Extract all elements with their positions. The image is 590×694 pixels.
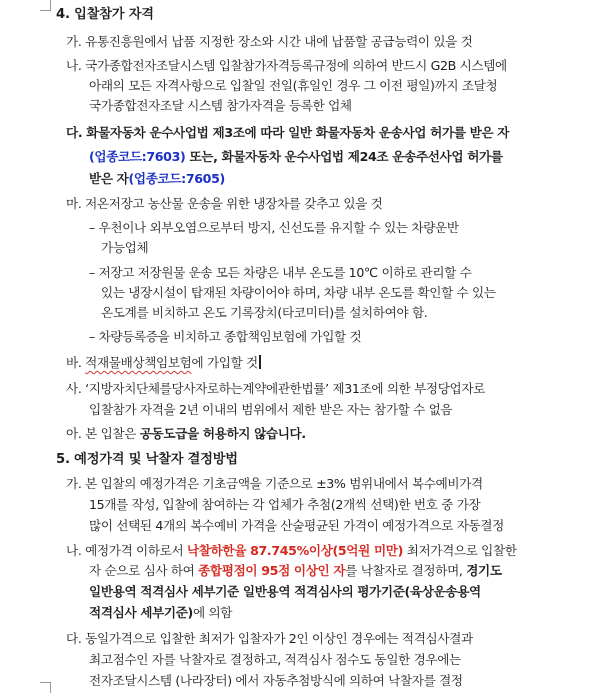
s4-ma-bullet1-line1: – 우천이나 외부오염으로부터 방지, 신선도를 유지할 수 있는 차량운반: [89, 220, 459, 235]
min-score-condition: 종합평점이 95점 이상인 자: [198, 563, 346, 578]
s4-item-sa-line1: 사. ‘지방자치단체를당사자로하는계약에관한법률’ 제31조에 의한 부정당업자로: [66, 381, 485, 396]
s5-item-ga-line2: 15개를 작성, 입찰에 참여하는 각 업체가 추첨(2개씩 선택)한 번호 중 가장: [89, 497, 481, 512]
s4-item-da-line2-text: 또는, 화물자동차 운수사업법 제24조 운송주선사업 허가를: [185, 149, 503, 164]
s5-na-l4-bold: 적격심사 세부기준): [89, 605, 193, 620]
s4-item-ma-title: 마. 저온저장고 농산물 운송을 위한 냉장차를 갖추고 있을 것: [66, 196, 383, 211]
s5-item-na-line4: [89, 604, 232, 622]
s5-item-da-line3: 전자조달시스템 (나라장터) 에서 자동추첨방식에 의하여 낙찰자를 결정: [89, 673, 463, 688]
s4-item-a-bold: 공동도급을 허용하지 않습니다.: [139, 426, 306, 441]
s4-item-ba-suffix: 에 가입할 것: [191, 355, 258, 370]
s4-item-ba: [66, 354, 261, 372]
s4-item-ba-prefix: 바.: [66, 355, 86, 370]
s4-item-ga: 가. 유통진흥원에서 납품 지정한 장소와 시간 내에 납품할 공급능력이 있을 것: [66, 34, 473, 49]
s5-na-l2-pre: 자 순으로 심사 하여: [89, 563, 199, 578]
s5-na-l2-bold: 경기도: [466, 563, 502, 578]
section-4-heading: 4. 입찰참가 자격: [56, 7, 154, 22]
s5-item-da-line1: 다. 동일가격으로 입찰한 최저가 입찰자가 2인 이상인 경우에는 적격심사결과: [66, 631, 473, 646]
s5-item-na-line3: 일반용역 적격심사 세부기준 일반용역 적격심사의 평가기준(육상운송용역: [89, 584, 481, 599]
s4-ma-bullet2-line1: – 저장고 저장원물 운송 모든 차량은 내부 온도를 10℃ 이하로 관리할 수: [89, 265, 472, 280]
s4-item-da-line3-text: 받은 자: [89, 171, 129, 186]
s4-item-na-line1: 나. 국가종합전자조달시스템 입찰참가자격등록규정에 의하여 반드시 G2B 시스템에: [66, 58, 507, 73]
section-5-heading: 5. 예정가격 및 낙찰자 결정방법: [56, 452, 238, 467]
spellcheck-underlined-term: 적재물배상책임보험: [85, 355, 192, 370]
bid-floor-rate: 낙찰하한율 87.745%이상(5억원 미만): [186, 543, 403, 558]
s4-item-a-prefix: 아. 본 입찰은: [66, 426, 140, 441]
s4-item-da-line1: 다. 화물자동차 운수사업법 제3조에 따라 일반 화물자동차 운송사업 허가를 받은 자: [66, 125, 510, 140]
page-corner-mark-bottom: [40, 682, 51, 693]
s5-na-l1-post: 최저가격으로 입찰한: [402, 543, 517, 558]
s4-item-sa-line2: 입찰참가 자격을 2년 이내의 범위에서 제한 받은 자는 참가할 수 없음: [89, 402, 453, 417]
page-corner-mark-top: [40, 0, 51, 11]
s4-ma-bullet2-line2: 있는 냉장시설이 탑재된 차량이어야 하며, 차량 내부 온도를 확인할 수 있는: [101, 285, 496, 300]
s4-item-na-line2: 아래의 모든 자격사항으로 입찰일 전일(휴일인 경우 그 이전 평일)까지 조달청: [89, 78, 498, 93]
s4-item-da-line2: [89, 148, 503, 166]
text-cursor: [259, 355, 261, 369]
s5-item-na-line2: [89, 562, 502, 580]
s4-ma-bullet3: – 차량등록증을 비치하고 종합책임보험에 가입할 것: [89, 329, 362, 344]
s4-item-na-line3: 국가종합전자조달 시스템 참가자격을 등록한 업체: [89, 98, 352, 113]
s4-item-a: [66, 425, 306, 443]
s5-na-l4-post: 에 의함: [192, 605, 233, 620]
s4-ma-bullet1-line2: 가능업체: [101, 240, 149, 255]
s5-item-na-line1: [66, 542, 517, 560]
industry-code-7605: (업종코드:7605): [128, 171, 225, 186]
s4-item-da-line3: [89, 170, 225, 188]
s5-item-da-line2: 최고점수인 자를 낙찰자로 결정하고, 적격심사 점수도 동일한 경우에는: [89, 652, 461, 667]
industry-code-7603: (업종코드:7603): [89, 149, 186, 164]
s5-na-l2-mid: 를 낙찰자로 결정하며,: [345, 563, 467, 578]
s5-item-ga-line3: 많이 선택된 4개의 복수예비 가격을 산술평균된 가격이 예정가격으로 자동결정: [89, 518, 504, 533]
s4-ma-bullet2-line3: 온도계를 비치하고 온도 기록장치(타코미터)를 설치하여야 함.: [101, 305, 428, 320]
s5-item-ga-line1: 가. 본 입찰의 예정가격은 기초금액을 기준으로 ±3% 범위내에서 복수예비가격: [66, 476, 483, 491]
s5-na-l1-pre: 나. 예정가격 이하로서: [66, 543, 187, 558]
